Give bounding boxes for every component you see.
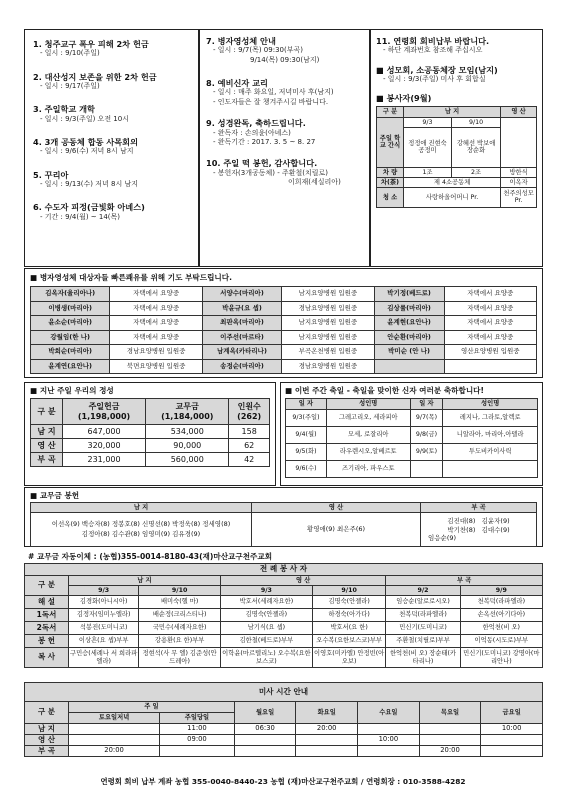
patient-name: 박기정(베드로) [374,287,444,302]
patient-name: 최판옥(마리아) [202,316,281,331]
stats-cell: 647,000 [62,425,145,439]
stats-cell: 158 [229,425,270,439]
notice-10-title: 10. 주일 떡 봉헌, 감사합니다. [206,158,318,169]
altar-group: 영 산 [220,576,386,586]
notice-8-line: - 인도자들은 잘 챙겨주시길 바랍니다. [213,97,329,106]
patient-name: 윤계연(요안나) [31,359,110,374]
feast-row [286,444,538,461]
altar-cell: 민신기(도미니코) [386,622,460,635]
notice-11-line: - 하단 계좌번호 참조해 주십시오 [383,46,483,55]
meeting-title: ■ 성모회, 소공동체장 모임(남지) [376,64,498,75]
patient-status: 자택에서 요양중 [444,287,536,302]
altar-cell: 김명숙(안젤라) [312,596,386,609]
mass-cell [419,735,481,746]
patient-status: 자택에서 요양중 [110,287,202,302]
altar-cell: 정현석(사 무 엘) 김준성(안드레아) [139,648,221,668]
stats-cell: 231,000 [62,453,145,467]
notice-7-title: 7. 병자영성체 안내 [206,36,276,46]
prayer-row [31,287,537,302]
patient-status [444,359,536,374]
feast-cell: 9/9(토) [410,444,443,461]
patient-name: 강월임(한 나) [31,330,110,345]
feast-cell [443,461,538,478]
notice-col2 [199,29,370,267]
dues-namji: 이선옥(9) 백승자(8) 정봉호(8) 신명선(8) 박정욱(8) 정세영(8) 김정아(8) 김수관(8) 임영미(9) 김유경(9) [31,513,252,547]
patient-status: 북면요양병원 입원중 [110,359,202,374]
mass-cell: 20:00 [419,746,481,757]
notice-2-line: - 일시 : 9/17(주일) [40,81,100,90]
notice-7-line: 9/14(목) 09:30(남지) [250,55,320,64]
service-cell: 사랑하올어머니 Pr. [404,187,501,207]
altar-cell: 김명숙(안젤라) [220,609,312,622]
stats-section [24,382,276,486]
mass-day: 수요일 [358,702,420,724]
mass-cell [296,746,358,757]
feast-cell [410,461,443,478]
dues-yeongsan: 황영애(9) 최은주(6) [252,513,421,547]
stats-cell: 남 지 [31,425,63,439]
account-line: # 교무금 자동이체 : (농협)355-0014-8180-43(재)마산교구천주교회 [28,552,273,561]
altar-cell: 1독서 [25,609,69,622]
mass-title: 미사 시간 안내 [25,683,543,702]
stats-header: 주일헌금 (1,198,000) [62,399,145,425]
notice-10-line: - 봉헌자(3개공동체) - 주환철(치릴로) [213,168,329,177]
altar-cell: 배순정(크리스티나) [139,609,221,622]
altar-cell: 2독서 [25,622,69,635]
dues-header: 영 산 [252,503,421,513]
altar-row [25,596,543,609]
mass-cell [234,746,296,757]
stats-row [31,425,270,439]
service-header: 구 분 [377,106,404,117]
notice-8-title: 8. 예비신자 교리 [206,78,268,89]
altar-label: 구 분 [25,576,69,596]
patient-status: 부곡온천병원 입원중 [282,345,374,360]
stats-title: ■ 지난 주일 우리의 정성 [30,386,114,395]
altar-cell: 김정자(임미누엘라) [69,609,139,622]
notice-1-line: - 일시 : 9/10(주일) [40,49,100,58]
mass-cell [160,746,235,757]
patient-name: 박윤규(요 셉) [202,301,281,316]
patient-status: 자택에서 요양중 [444,301,536,316]
patient-status: 영산요양병원 입원중 [444,345,536,360]
stats-row [31,439,270,453]
service-cell: 이옥자 [501,177,537,187]
service-label: 청 소 [377,187,404,207]
mass-cell [234,735,296,746]
altar-cell: 구민승(세례나 서 희라파엘라) [69,648,139,668]
mass-cell [481,735,543,746]
altar-cell: 임승순(알로로시오) [386,596,460,609]
stats-header: 교무금 (1,184,000) [146,399,229,425]
altar-cell: 배미숙(헬 마) [139,596,221,609]
altar-group: 부 곡 [386,576,543,586]
service-cell [501,117,537,167]
feast-cell: 모세, 로잘리아 [326,427,410,444]
mass-row [25,724,543,735]
altar-cell: 남기식(요 셉) [220,622,312,635]
altar-date: 9/2 [386,586,460,596]
feast-cell: 레지나, 그라토,알렉로 [443,410,538,427]
mass-cell: 10:00 [481,724,543,735]
notice-5-title: 5. 꾸리아 [33,169,69,180]
stats-row [31,453,270,467]
altar-cell: 석봉진(도미니코) [69,622,139,635]
patient-status: 남지요양병원 입원중 [282,287,374,302]
mass-cell [358,746,420,757]
prayer-row [31,345,537,360]
notice-8-line: - 일시 : 매주 화요일, 저녁미사 후(남지) [213,88,334,97]
feast-cell: 라우렌시오,알베르토 [326,444,410,461]
notice-10-line: 이희재(세실리아) [288,178,341,187]
feast-table [285,398,538,478]
stats-cell: 560,000 [146,453,229,467]
mass-cell: 영 산 [25,735,69,746]
stats-cell: 534,000 [146,425,229,439]
notice-9-title: 9. 성경완독, 축하드립니다. [206,118,306,129]
altar-cell: 강용환(요 한)부부 [139,635,221,648]
prayer-row [31,316,537,331]
altar-cell: 이상흔(요 셉)부부 [69,635,139,648]
service-cell: 강혜선 박보애 장순화 [452,127,501,167]
mass-cell [419,724,481,735]
feast-cell: 즈기리아, 파우스토 [326,461,410,478]
altar-cell: 주환철(치릴로)부부 [386,635,460,648]
stats-cell: 부 곡 [31,453,63,467]
notice-11-title: 11. 연령회 회비납부 바랍니다. [376,36,490,46]
altar-row [25,635,543,648]
stats-cell: 영 산 [31,439,63,453]
patient-status: 자택에서 요양중 [444,330,536,345]
mass-row [25,735,543,746]
service-header: 남 지 [404,106,501,117]
altar-cell: 오수복(요한보스코)부부 [312,635,386,648]
dues-title: ■ 교무금 봉헌 [30,491,80,500]
patient-name: 남계옥(카타리나) [202,345,281,360]
mass-row [25,746,543,757]
notice-2-title: 2. 대산성지 보존을 위한 2차 헌금 [33,71,157,82]
altar-date: 9/10 [312,586,386,596]
feast-cell: 9/8(금) [410,427,443,444]
patient-name: 서양수(마리아) [202,287,281,302]
mass-cell [69,735,160,746]
altar-cell: 봉 헌 [25,635,69,648]
dues-section [24,487,543,547]
service-label: 주일 학교 간식 [377,117,404,167]
notice-6-title: 6. 수도자 피정(금빛화 아녜스) [33,202,145,213]
service-cell: 방한식 [501,167,537,177]
mass-day: 주일당일 [160,713,235,724]
patient-status: 남지요양병원 입원중 [282,330,374,345]
altar-group: 남 지 [69,576,221,586]
feast-cell: 그레고리오, 세라피아 [326,410,410,427]
stats-cell: 62 [229,439,270,453]
patient-status: 자택에서 요양중 [110,301,202,316]
altar-cell: 손옥선(아기다아) [460,609,542,622]
notice-5-line: - 일시 : 9/13(수) 저녁 8시 남지 [40,180,138,188]
service-title: ■ 봉사자(9월) [376,93,432,104]
patient-status: 경남요양병원 입원중 [282,359,374,374]
feast-cell: 9/7(목) [410,410,443,427]
altar-row [25,609,543,622]
altar-cell: 한억천(비 오) [460,622,542,635]
mass-cell [296,735,358,746]
prayer-title: ■ 병자영성체 대상자들 빠른쾌유를 위해 기도 부탁드립니다. [30,273,232,282]
prayer-table [30,286,537,374]
stats-header: 구 분 [31,399,63,425]
service-label: 차(茶) [377,177,404,187]
dues-header: 부 곡 [421,503,537,513]
patient-name: 박미순 (안 나) [374,345,444,360]
mass-cell: 부 곡 [25,746,69,757]
service-cell: 1조 [404,167,452,177]
prayer-row [31,301,537,316]
patient-name: 김옥자(율리아나) [31,287,110,302]
mass-cell: 20:00 [296,724,358,735]
feast-cell: 9/6(수) [286,461,327,478]
altar-date: 9/3 [69,586,139,596]
altar-date: 9/9 [460,586,542,596]
patient-status: 자택에서 요양중 [110,330,202,345]
service-header: 영 산 [501,106,537,117]
altar-cell: 이학윤(마르텔리노) 오수복(요한보스코) [220,648,312,668]
notice-3-title: 3. 주일학교 개학 [33,104,95,115]
notice-9-line: - 완독자 : 손의윤(아녜스) [213,128,291,137]
feast-row [286,461,538,478]
mass-cell: 남 지 [25,724,69,735]
mass-day: 월요일 [234,702,296,724]
service-date: 9/3 [404,117,452,127]
altar-title: 전 례 봉 사 자 [25,564,543,576]
feast-cell: 9/4(월) [286,427,327,444]
notice-3-line: - 일시 : 9/3(주일) 오전 10시 [40,114,129,123]
feast-cell: 9/3(주일) [286,410,327,427]
service-date: 9/10 [452,117,501,127]
service-cell: 2조 [452,167,501,177]
altar-cell: 천복덕(라파엘라) [386,609,460,622]
patient-status: 자택에서 요양중 [110,316,202,331]
mass-cell: 09:00 [160,735,235,746]
prayer-section [24,268,543,378]
mass-label: 구 분 [25,702,69,724]
prayer-row [31,359,537,374]
service-cell: 제 4소공동체 [404,177,501,187]
dues-bugok: 김진대(8) 김윤자(9) 박기찬(8) 김대수(9) 임응순(9) [421,513,537,547]
feast-title: ■ 이번 주간 축일 - 축일을 맞이한 신자 여러분 축하합니다! [285,386,484,395]
patient-status: 남지요양병원 입원중 [282,316,374,331]
patient-status: 경남요양병원 입원중 [282,301,374,316]
patient-name [374,359,444,374]
altar-section [24,563,543,668]
mass-table [24,682,543,757]
service-cell: 천주의성모 Pr. [501,187,537,207]
feast-row [286,410,538,427]
feast-cell: 9/5(화) [286,444,327,461]
altar-date: 9/10 [139,586,221,596]
feast-cell: 투도비카이사릭 [443,444,538,461]
mass-cell [481,746,543,757]
altar-cell: 민신기(도미니코) 강명아(마리안나) [460,648,542,668]
notice-col3 [370,29,543,267]
altar-cell: 해 설 [25,596,69,609]
patient-status: 자택에서 요양중 [444,316,536,331]
patient-status: 경남요양병원 입원중 [110,345,202,360]
feast-header: 일 자 [286,399,327,410]
altar-cell: 이억동(시도로)부부 [460,635,542,648]
altar-cell: 김한철(베드로)부부 [220,635,312,648]
mass-cell: 06:30 [234,724,296,735]
patient-name: 박희순(마리아) [31,345,110,360]
patient-name: 안순환(마리아) [374,330,444,345]
notice-4-title: 4. 3개 공동체 합동 사목회의 [33,137,138,148]
feast-header: 일 자 [410,399,443,410]
mass-cell [358,724,420,735]
altar-cell: 국민수(세례자요한) [139,622,221,635]
mass-day: 목요일 [419,702,481,724]
altar-cell: 하경숙(아가다) [312,609,386,622]
service-table [376,106,537,208]
altar-cell: 김경화(아니시아) [69,596,139,609]
mass-day: 화요일 [296,702,358,724]
feast-cell: 니알라아, 마리아,아델라 [443,427,538,444]
patient-name: 송정순(마리아) [202,359,281,374]
notice-col1 [24,29,199,267]
meeting-line: - 일시 : 9/3(주일) 미사 후 회합실 [383,74,486,83]
mass-cell: 11:00 [160,724,235,735]
altar-date: 9/3 [220,586,312,596]
feast-row [286,427,538,444]
notice-7-line: - 일시 : 9/7(목) 09:30(부곡) [213,46,303,55]
feast-header: 성인명 [326,399,410,410]
prayer-row [31,330,537,345]
footer: 연령회 회비 납부 계좌 농협 355-0040-8440-23 농협 (재)마산교구천주교회 / 연령회장 : 010-3588-4282 [100,777,466,786]
dues-table [30,502,537,547]
patient-name: 김상률(마리아) [374,301,444,316]
notice-6-line: - 기간 : 9/4(월) ~ 14(목) [40,212,121,221]
patient-name: 윤소순(마리아) [31,316,110,331]
altar-cell: 박호서(세례자요한) [220,596,312,609]
altar-table [24,563,543,668]
service-cell: 정정애 진현숙 공정미 [404,127,452,167]
dues-header: 남 지 [31,503,252,513]
patient-name: 윤계현(요안나) [374,316,444,331]
stats-table [30,398,270,467]
notice-9-line: - 완독기간 : 2017. 3. 5 ~ 8. 27 [213,137,316,146]
mass-cell [69,724,160,735]
mass-section [24,682,543,757]
stats-cell: 90,000 [146,439,229,453]
mass-day: 토요일저녁 [69,713,160,724]
notice-1-title: 1. 청주교구 폭우 피해 2차 헌금 [33,39,149,49]
mass-sunday: 주 일 [69,702,235,713]
altar-cell: 천복덕(라파엘라) [460,596,542,609]
feast-header: 성인명 [443,399,538,410]
altar-row [25,622,543,635]
altar-row [25,648,543,668]
stats-cell: 320,000 [62,439,145,453]
patient-name: 이주선(마르타) [202,330,281,345]
mass-cell: 10:00 [358,735,420,746]
altar-cell: 이영호(미카엘) 안정빈(아오보) [312,648,386,668]
altar-cell: 한억천(비 오) 장순태(카타리나) [386,648,460,668]
stats-cell: 42 [229,453,270,467]
mass-day: 금요일 [481,702,543,724]
mass-cell: 20:00 [69,746,160,757]
service-label: 차 량 [377,167,404,177]
feast-section [280,382,543,486]
altar-cell: 박호서(요 한) [312,622,386,635]
patient-name: 이병생(마리아) [31,301,110,316]
altar-cell: 복 사 [25,648,69,668]
notice-4-line: - 일시 : 9/6(수) 저녁 8시 남지 [40,147,134,156]
stats-header: 인원수 (262) [229,399,270,425]
